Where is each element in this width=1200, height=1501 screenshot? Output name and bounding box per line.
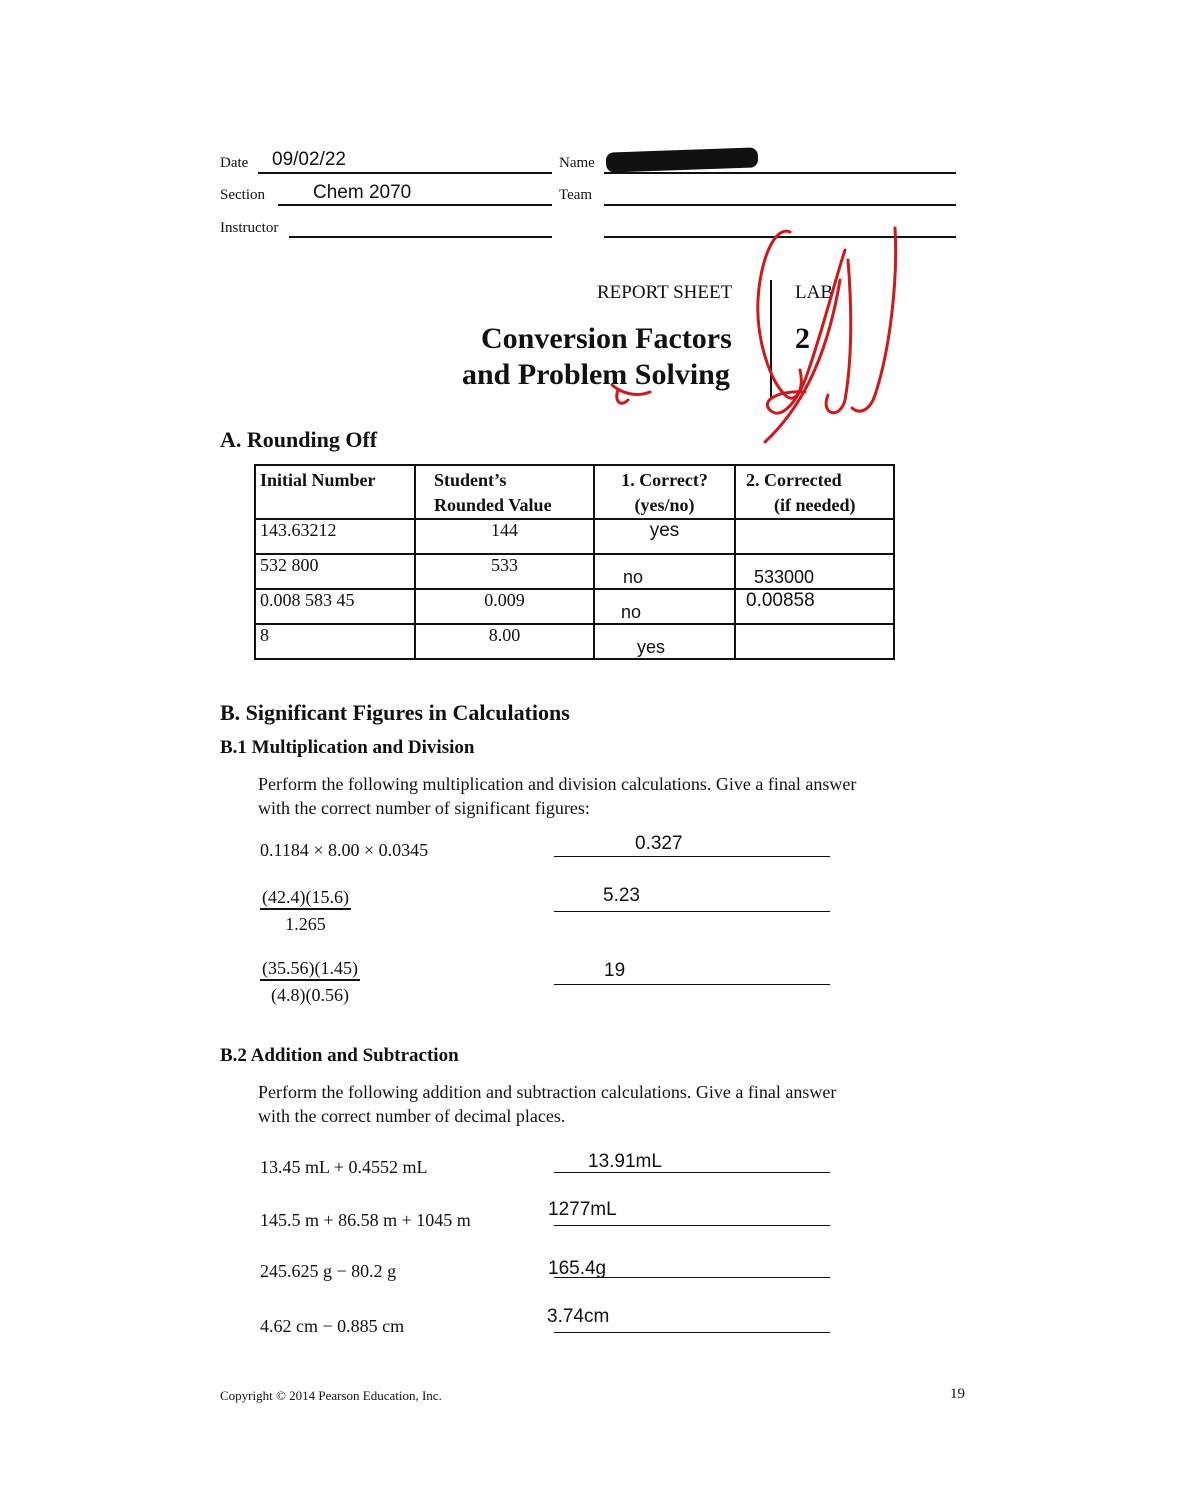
b1-answer-line-2 [554,911,830,912]
instructor-line [289,236,552,238]
section-line [278,204,552,206]
b1-text-line-1: Perform the following multiplication and division calculations. Give a final answer [258,774,857,794]
b1-problem-3-denominator: (4.8)(0.56) [271,985,349,1005]
b1-answer-2[interactable]: 5.23 [603,885,640,906]
corrected-cell[interactable] [735,624,894,659]
title-line-2: and Problem Solving [462,358,730,391]
rounded-value-cell: 8.00 [415,624,594,659]
report-sheet-label: REPORT SHEET [597,282,733,303]
b2-answer-3[interactable]: 165.4g [548,1258,607,1279]
page-number: 19 [950,1386,965,1402]
initial-number-cell: 8 [255,624,415,659]
lab-number: 2 [795,322,810,355]
col-corrected-line2: (if needed) [774,495,856,515]
b2-answer-4[interactable]: 3.74cm [547,1306,610,1327]
instructor-label: Instructor [220,220,279,236]
b1-answer-line-1 [554,856,830,857]
b1-problem-2-numerator: (42.4)(15.6) [260,887,351,910]
name-line [604,172,956,174]
b1-answer-1[interactable]: 0.327 [635,833,683,854]
copyright: Copyright © 2014 Pearson Education, Inc. [220,1388,442,1403]
corrected-cell[interactable]: 0.00858 [735,589,894,624]
col-correct-line1: 1. Correct? [621,470,708,490]
b1-problem-1-expr: 0.1184 × 8.00 × 0.0345 [260,840,429,860]
table-row [255,589,894,624]
lab-label: LAB [795,282,833,303]
b2-answer-line-2 [554,1225,830,1226]
b2-heading: B.2 Addition and Subtraction [220,1045,459,1066]
name-label: Name [559,155,595,171]
correct-cell[interactable]: yes [594,624,735,659]
section-b-heading: B. Significant Figures in Calculations [220,700,570,725]
col-correct-line2: (yes/no) [634,495,695,515]
correct-cell[interactable]: yes [594,519,735,554]
name-redaction [606,147,759,172]
col-student-line1: Student’s [434,470,507,490]
date-value[interactable]: 09/02/22 [272,149,346,170]
b1-instructions [258,772,856,820]
b1-problem-2-denominator: 1.265 [285,914,326,934]
col-initial-number: Initial Number [255,465,415,519]
table-row [255,554,894,589]
grader-signature-icon [590,220,910,450]
section-label: Section [220,187,265,203]
correct-cell[interactable]: no [594,554,735,589]
title-line-1: Conversion Factors [481,322,732,355]
initial-number-cell: 143.63212 [255,519,415,554]
rounded-value-cell: 144 [415,519,594,554]
b1-text-line-2: with the correct number of significant figures: [258,798,590,818]
b1-problem-3-numerator: (35.56)(1.45) [260,958,360,981]
b1-problem-2-fraction [260,887,351,935]
correct-cell[interactable]: no [594,589,735,624]
rounded-value-cell: 0.009 [415,589,594,624]
b2-text-line-1: Perform the following addition and subtraction calculations. Give a final answer [258,1082,837,1102]
date-line [258,172,552,174]
b2-problem-3-expr: 245.625 g − 80.2 g [260,1261,397,1281]
team-label: Team [559,187,593,203]
b1-answer-line-3 [554,984,830,985]
col-student-line2: Rounded Value [434,495,552,515]
table-row [255,519,894,554]
rounded-value-cell: 533 [415,554,594,589]
b1-answer-3[interactable]: 19 [604,960,626,981]
section-a-heading: A. Rounding Off [220,427,378,452]
date-label: Date [220,155,249,171]
rounding-table [254,464,895,660]
b2-text-line-2: with the correct number of decimal places. [258,1106,566,1126]
b2-problem-2-expr: 145.5 m + 86.58 m + 1045 m [260,1210,471,1230]
col-student-rounded [415,465,594,519]
b2-problem-1-expr: 13.45 mL + 0.4552 mL [260,1157,428,1177]
table-header-row [255,465,894,519]
b2-answer-1[interactable]: 13.91mL [588,1151,662,1172]
b1-problem-3-fraction [260,958,360,1006]
table-row [255,624,894,659]
corrected-cell[interactable]: 533000 [735,554,894,589]
col-corrected [735,465,894,519]
b2-instructions [258,1080,836,1128]
col-corrected-line1: 2. Corrected [746,470,842,490]
initial-number-cell: 532 800 [255,554,415,589]
b2-problem-4-expr: 4.62 cm − 0.885 cm [260,1316,405,1336]
team-line [604,204,956,206]
initial-number-cell: 0.008 583 45 [255,589,415,624]
b2-answer-line-4 [554,1332,830,1333]
corrected-cell[interactable] [735,519,894,554]
section-value[interactable]: Chem 2070 [313,182,412,203]
b2-answer-2[interactable]: 1277mL [548,1199,617,1220]
b1-heading: B.1 Multiplication and Division [220,737,475,758]
col-correct [594,465,735,519]
